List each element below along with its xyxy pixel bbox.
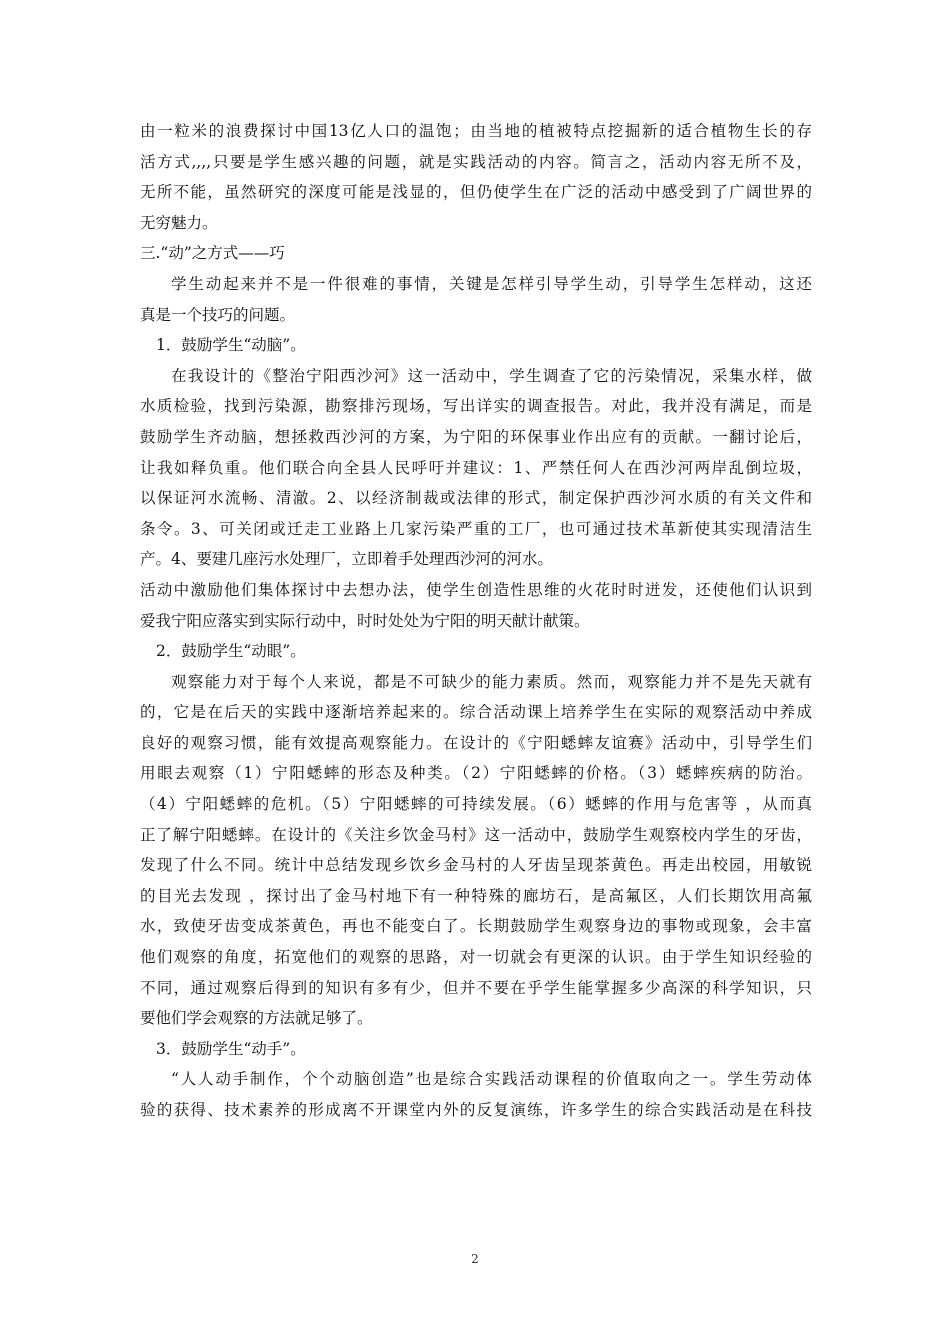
text-line: 鼓励学生齐动脑，想拯救西沙河的方案，为宁阳的环保事业作出应有的贡献。一翻讨论后， [140, 427, 812, 446]
text-line: “人人动手制作，个个动脑创造”也是综合实践活动课程的价值取向之一。学生劳动体 [171, 1070, 812, 1089]
text-line: 要他们学会观察的方法就足够了。 [140, 1009, 373, 1028]
text-line: （4）宁阳蟋蟀的危机。（5）宁阳蟋蟀的可持续发展。（6）蟋蟀的作用与危害等 ，从而真 [140, 795, 812, 814]
text-line: 活方式,,,,只要是学生感兴趣的问题，就是实践活动的内容。简言之，活动内容无所不及， [140, 152, 812, 171]
subsection-heading: 2．鼓励学生“动眼”。 [156, 642, 306, 661]
text-line: 无穷魅力。 [140, 213, 218, 232]
text-line: 的目光去发现 ，探讨出了金马村地下有一种特殊的廊坊石，是高氟区，人们长期饮用高氟 [140, 886, 812, 905]
text-line: 让我如释负重。他们联合向全县人民呼吁并建议：1、严禁任何人在西沙河两岸乱倒垃圾， [140, 458, 812, 477]
text-line: 观察能力对于每个人来说，都是不可缺少的能力素质。然而，观察能力并不是先天就有 [171, 672, 812, 691]
text-line: 学生动起来并不是一件很难的事情，关键是怎样引导学生动，引导学生怎样动，这还 [171, 274, 812, 293]
section-heading: 三.“动”之方式——巧 [140, 244, 285, 263]
text-line: 不同，通过观察后得到的知识有多有少，但并不要在乎学生能掌握多少高深的科学知识，只 [140, 978, 812, 997]
body-text [140, 116, 812, 1126]
text-line: 在我设计的《整治宁阳西沙河》这一活动中，学生调查了它的污染情况，采集水样，做 [171, 366, 812, 385]
text-line: 水质检验，找到污染源，勘察排污现场，写出详实的调查报告。对此，我并没有满足，而是 [140, 397, 812, 416]
text-line: 的，它是在后天的实践中逐渐培养起来的。综合活动课上培养学生在实际的观察活动中养成 [140, 703, 812, 722]
text-line: 以保证河水流畅、清澈。2、以经济制裁或法律的形式，制定保护西沙河水质的有关文件和 [140, 489, 812, 508]
text-line: 无所不能，虽然研究的深度可能是浅显的，但仍使学生在广泛的活动中感受到了广阔世界的 [140, 183, 812, 202]
text-line: 真是一个技巧的问题。 [140, 305, 296, 324]
text-line: 由一粒米的浪费探讨中国13亿人口的温饱；由当地的植被特点挖掘新的适合植物生长的存 [140, 122, 812, 140]
text-line: 良好的观察习惯，能有效提高观察能力。在设计的《宁阳蟋蟀友谊赛》活动中，引导学生们 [140, 733, 812, 752]
text-line: 产。4、要建几座污水处理厂，立即着手处理西沙河的河水。 [140, 550, 553, 569]
text-line: 发现了什么不同。统计中总结发现乡饮乡金马村的人牙齿呈现茶黄色。再走出校园，用敏锐 [140, 856, 812, 875]
text-line: 他们观察的角度，拓宽他们的观察的思路，对一切就会有更深的认识。由于学生知识经验的 [140, 948, 812, 967]
text-line: 正了解宁阳蟋蟀。在设计的《关注乡饮金马村》这一活动中，鼓励学生观察校内学生的牙齿， [140, 825, 812, 844]
text-line: 水，致使牙齿变成茶黄色，再也不能变白了。长期鼓励学生观察身边的事物或现象，会丰富 [140, 917, 812, 936]
text-line: 用眼去观察（1）宁阳蟋蟀的形态及种类。（2）宁阳蟋蟀的价格。（3）蟋蟀疾病的防治。 [140, 764, 812, 783]
text-line: 活动中激励他们集体探讨中去想办法，使学生创造性思维的火花时时迸发，还使他们认识到 [140, 580, 812, 599]
page-number: 2 [471, 1252, 479, 1266]
text-line: 验的获得、技术素养的形成离不开课堂内外的反复演练，许多学生的综合实践活动是在科技 [140, 1101, 812, 1119]
subsection-heading: 1．鼓励学生“动脑”。 [156, 336, 306, 355]
text-line: 爱我宁阳应落实到实际行动中，时时处处为宁阳的明天献计献策。 [140, 611, 590, 630]
subsection-heading: 3．鼓励学生“动手”。 [156, 1039, 306, 1058]
text-line: 条令。3、可关闭或迁走工业路上几家污染严重的工厂，也可通过技术革新使其实现清洁生 [140, 519, 812, 538]
